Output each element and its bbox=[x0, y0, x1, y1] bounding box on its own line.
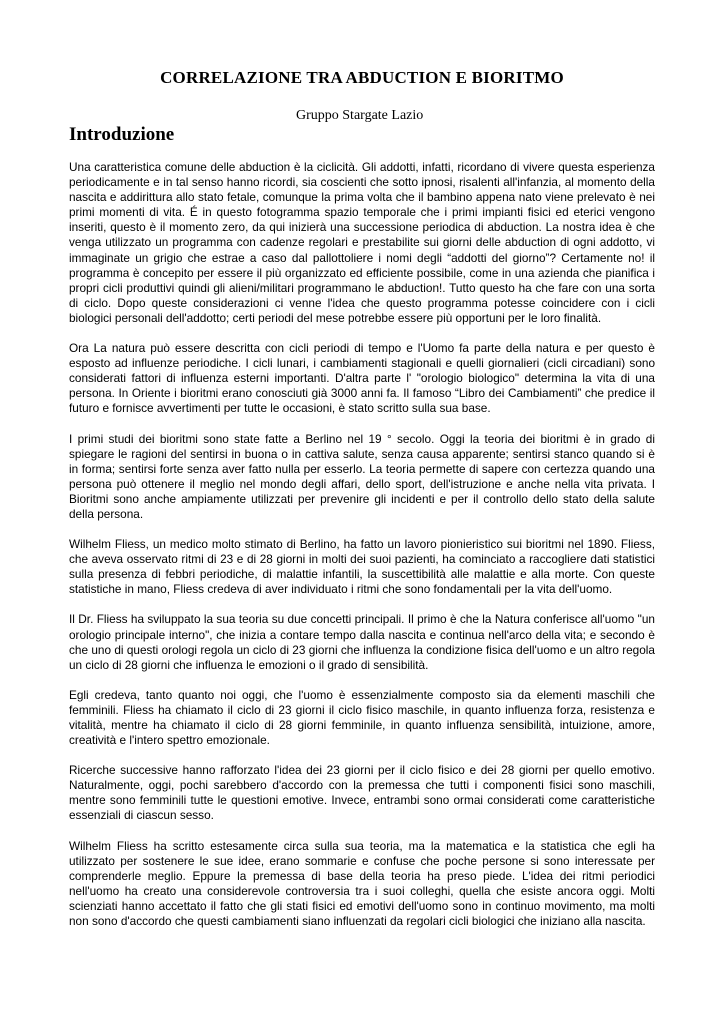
document-author: Gruppo Stargate Lazio bbox=[296, 108, 424, 123]
paragraph: Egli credeva, tanto quanto noi oggi, che l'uomo è essenzialmente composto sia da elementi maschili che femminili. Fliess ha chiamato il ciclo di 23 giorni il ciclo fisico maschile, in quanto influenza forza, resistenza e vitalità, mentre ha chiamato il ciclo di 28 giorni femminile, in quanto influenza sensibilità, intuizione, amore, creatività e l'intero spettro emozionale. bbox=[69, 687, 655, 748]
paragraph: Wilhelm Fliess, un medico molto stimato di Berlino, ha fatto un lavoro pionieristico sui bioritmi nel 1890. Fliess, che aveva osservato ritmi di 23 e di 28 giorni in molti dei suoi pazienti, ha cominciato a raccogliere dati statistici sulla presenza di febbri periodiche, di malattie infantili, la suscettibilità alle malattie e alla morte. Con queste statistiche in mano, Fliess credeva di aver individuato i ritmi che sono fondamentali per la vita dell'uomo. bbox=[69, 537, 655, 597]
paragraph: Ricerche successive hanno rafforzato l'idea dei 23 giorni per il ciclo fisico e dei 28 giorni per quello emotivo. Naturalmente, oggi, pochi sarebbero d'accordo con la premessa che tutti i componenti fisici sono maschili, mentre sono femminili tutte le questioni emotive. Invece, entrambi sono ormai considerati come caratteristiche essenziali di ciascun sesso. bbox=[69, 763, 655, 823]
paragraph: I primi studi dei bioritmi sono state fatte a Berlino nel 19 ° secolo. Oggi la teoria dei bioritmi è in grado di spiegare le ragioni del sentirsi in buona o in cattiva salute, senza causa apparente; sentirsi stanco quando si è in forma; sentirsi forte senza aver fatto nulla per esserlo. La teoria permette di sapere con certezza quando una persona può ottenere il meglio nel mondo degli affari, dello sport, dell'istruzione e anche nella vita privata. I Bioritmi sono anche ampiamente utilizzati per prevenire gli incidenti e per il controllo dello stato della salute della persona. bbox=[69, 431, 655, 521]
paragraph: Una caratteristica comune delle abduction è la ciclicità. Gli addotti, infatti, ricordano di vivere questa esperienza periodicamente e in tal senso hanno ricordi, sia coscienti che sotto ipnosi, risalenti all'infanzia, al momento della nascita e addirittura allo stato fetale, comunque la prima volta che il bambino appena nato viene prelevato è nei primi momenti di vita. É in questo fotogramma spazio temporale che i primi impianti fisici ed eterici vengono inseriti, questo è il momento zero, da qui inizierà una successione periodica di abduction. La nostra idea è che venga utilizzato un programma con cadenze regolari e prestabilite sui giorni delle abduction di ogni addotto, vi immaginate un grigio che estrae a caso dal pallottoliere i nomi degli “addotti del giorno”? Certamente no! il programma è concepito per essere il più organizzato ed efficiente possibile, come in una azienda che pianifica i propri cicli produttivi quindi gli alieni/militari programmano le abduction!. Tutto questo ha che fare con una sorta di ciclo. Dopo queste considerazioni ci venne l'idea che questo programma potesse coincidere con i cicli biologici personali dell'addotto; certi periodi del mese potrebbe essere più opportuni per le loro finalità. bbox=[69, 160, 655, 325]
paragraph: Il Dr. Fliess ha sviluppato la sua teoria su due concetti principali. Il primo è che la Natura conferisce all'uomo "un orologio principale interno", che inizia a contare tempo dalla nascita e continua nell'arco della vita; e secondo è che uno di questi orologi regola un ciclo di 23 giorni che influenza la condizione fisica dell'uomo e un altro regola un ciclo di 28 giorni che influenza le emozioni o il grado di sensibilità. bbox=[69, 612, 655, 672]
document-title: CORRELAZIONE TRA ABDUCTION E BIORITMO bbox=[160, 68, 564, 87]
paragraph: Wilhelm Fliess ha scritto estesamente circa sulla sua teoria, ma la matematica e la statistica che egli ha utilizzato per sostenere le sue idee, erano sommarie e confuse che poche persone si sono interessate per comprenderle meglio. Eppure la premessa di base della teoria ha preso piede. L'idea dei ritmi periodici nell'uomo ha creato una considerevole controversia tra i suoi colleghi, quella che esiste ancora oggi. Molti scienziati hanno accettato il fatto che gli stati fisici ed emotivi dell'uomo sono in continuo movimento, ma molti non sono d'accordo che questi cambiamenti siano influenzati da regolari cicli biologici che iniziano alla nascita. bbox=[69, 838, 655, 929]
section-heading: Introduzione bbox=[69, 124, 175, 145]
body-text bbox=[69, 160, 655, 944]
paragraph: Ora La natura può essere descritta con cicli periodi di tempo e l'Uomo fa parte della natura e per questo è esposto ad influenze periodiche. I cicli lunari, i cambiamenti stagionali e quelli giornalieri (cicli circadiani) sono considerati fattori di influenza esterni importanti. D'altra parte l' "orologio biologico" determina la vita di una persona. In Oriente i bioritmi erano conosciuti già 3000 anni fa. Il famoso “Libro dei Cambiamenti” che predice il futuro e fornisce avvertimenti per tutte le occasioni, è stato scritto sulla sua base. bbox=[69, 341, 655, 416]
